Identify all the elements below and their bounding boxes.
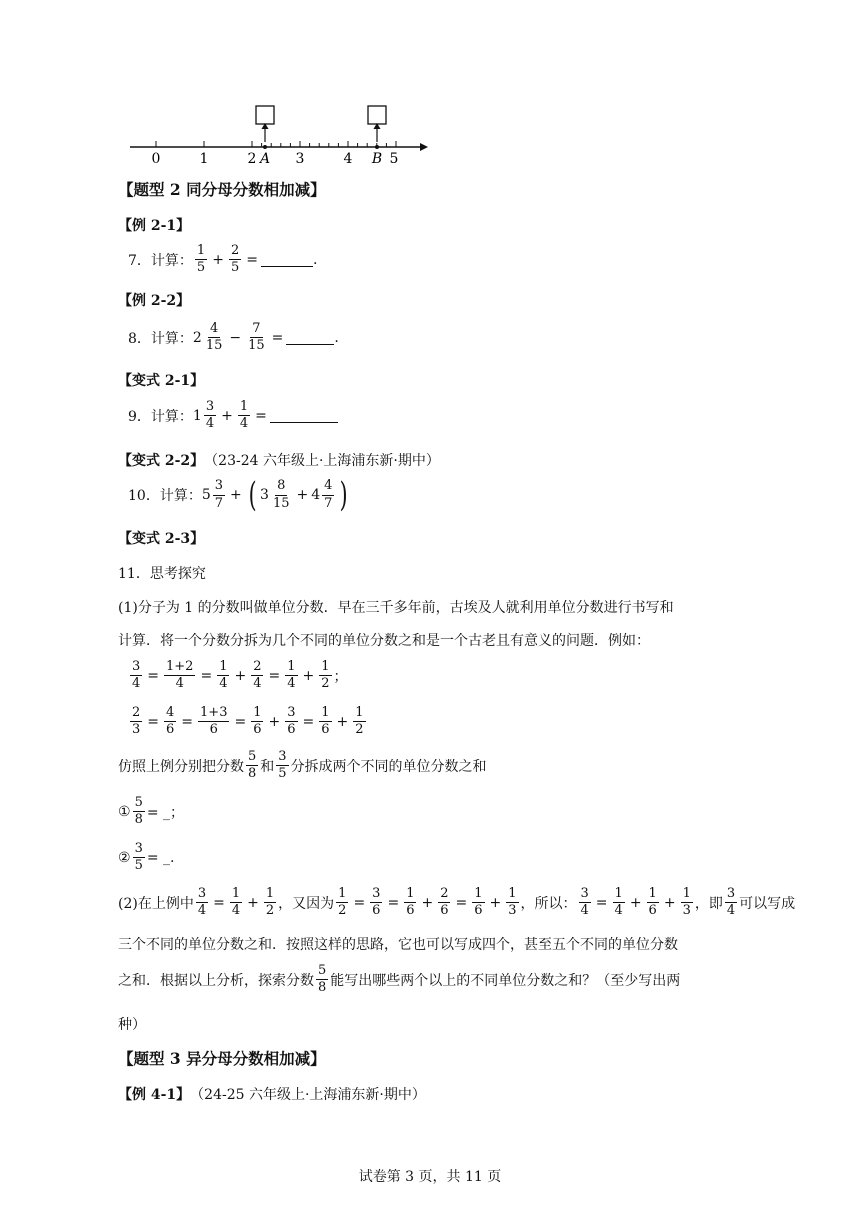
fraction: [271, 479, 292, 511]
numerator: 1: [353, 706, 365, 722]
numerator: 1: [217, 660, 229, 676]
numerator: 1: [319, 660, 331, 676]
point-b: [375, 145, 379, 149]
denominator: 4: [175, 676, 184, 692]
denominator: 4: [287, 676, 296, 692]
example-equation-2: [128, 706, 368, 738]
circled-number: ①: [118, 803, 131, 820]
equals-sign: =: [147, 667, 160, 684]
point-label-a: A: [259, 151, 271, 167]
denominator: 15: [248, 338, 265, 354]
fraction: [322, 479, 334, 511]
q11-paragraph-2a: (2)在上例中 $\frac{3}{4}$ = $\frac{1}{4}$ + $\frac{1}{2}$ ，又因为 $\frac{1}{2}$ = $\frac{3}{6}$ = $\frac{1}{6}$ + $\frac{2}{6}$ = $\frac{1}{6}$ + $\frac{1}{3}$ ，所以： $\frac{3}{4}$ = $\frac{1}{4}$ + $\frac{1}{6}$ + $\frac{1}{3}$ ，即 $\frac{3}{4}$ 可以写成: [118, 886, 796, 919]
denominator: 6: [253, 722, 262, 738]
source-note: （23-24 六年级上·上海浦东新·期中）: [204, 453, 440, 469]
example-2-2-label: 【例 2-2】: [118, 293, 191, 309]
numerator: 5: [246, 750, 258, 766]
denominator: 3: [132, 722, 141, 738]
variant-2-2-header: [118, 450, 440, 470]
plus-sign: +: [268, 713, 281, 730]
question-10: [128, 475, 352, 515]
minor-ticks: [156, 141, 396, 147]
example-equation-1: [128, 660, 348, 692]
whole-part: 2: [192, 329, 202, 346]
numerator: 1: [251, 706, 263, 722]
numerator: 4: [208, 322, 220, 338]
imitate-instruction: [118, 750, 487, 782]
whole-part: 4: [311, 487, 321, 503]
numerator: 2: [130, 706, 142, 722]
denominator: 2: [321, 676, 330, 692]
q11-paragraph-2d: 种）: [118, 1017, 146, 1033]
numerator: 1: [238, 400, 250, 416]
numerator: 3: [130, 660, 142, 676]
paragraph-text: ，所以：: [520, 895, 577, 912]
equals-sign: =: [271, 329, 284, 346]
fraction: [276, 750, 288, 782]
instruction-text: 分拆成两个不同的单位分数之和: [290, 758, 487, 775]
numerator: 3: [285, 706, 297, 722]
denominator: 4: [253, 676, 262, 692]
numerator: 1+3: [198, 706, 229, 722]
paragraph-text: (2)在上例中: [118, 895, 194, 912]
denominator: 8: [134, 812, 143, 828]
example-4-1-header: [118, 1084, 426, 1104]
tick-label-5: 5: [389, 151, 399, 167]
answer-box-a[interactable]: [256, 106, 274, 124]
point-a: [263, 145, 267, 149]
tick-label-3: 3: [295, 151, 305, 167]
numerator: 2: [251, 660, 263, 676]
section-3-title: 【题型 3 异分母分数相加减】: [118, 1049, 326, 1068]
circled-number: ②: [118, 849, 131, 866]
fraction: [217, 660, 229, 692]
denominator: 15: [205, 338, 223, 354]
question-8-prefix: 8．计算：: [128, 330, 193, 347]
fraction: [133, 842, 145, 874]
denominator: 8: [318, 980, 327, 996]
fraction: [204, 400, 216, 432]
q11-paragraph-1a: (1)分子为 1 的分数叫做单位分数．早在三千多年前，古埃及人就利用单位分数进行书写和: [118, 600, 674, 616]
question-7: [128, 244, 317, 276]
numerator: 3: [133, 842, 145, 858]
plus-sign: +: [302, 667, 315, 684]
fraction: [316, 964, 328, 996]
tick-label-1: 1: [199, 151, 209, 167]
numerator: 4: [322, 479, 334, 495]
denominator: 5: [278, 766, 287, 782]
plus-sign: +: [234, 667, 247, 684]
fraction: [251, 706, 263, 738]
plus-sign: +: [221, 407, 233, 424]
denominator: 6: [287, 722, 296, 738]
minus-sign: −: [229, 329, 242, 346]
denominator: 4: [239, 416, 249, 432]
page-footer: 试卷第 3 页，共 11 页: [358, 1169, 502, 1185]
paragraph-text: 能写出哪些两个以上的不同单位分数之和？（至少写出两: [330, 972, 681, 989]
fraction: [238, 400, 250, 432]
numerator: 1+2: [164, 660, 195, 676]
fraction: [246, 322, 267, 354]
equals-sign: =: [268, 667, 281, 684]
paragraph-text: 可以写成: [739, 895, 796, 912]
numerator: 1: [195, 244, 207, 260]
denominator: 2: [355, 722, 364, 738]
fraction: [164, 660, 195, 692]
plus-sign: +: [230, 487, 242, 503]
fraction: [133, 796, 145, 828]
tick-label-4: 4: [343, 151, 353, 167]
variant-2-2-label: 【变式 2-2】: [118, 453, 205, 469]
equals-sign: =: [302, 713, 315, 730]
denominator: 4: [132, 676, 141, 692]
numerator: 2: [229, 244, 241, 260]
fraction: [285, 660, 297, 692]
numerator: 3: [204, 400, 216, 416]
q11-paragraph-2c: [118, 964, 680, 996]
numerator: 1: [319, 706, 331, 722]
denominator: 5: [230, 260, 240, 276]
question-8: [128, 322, 339, 354]
answer-blank[interactable]: [286, 330, 334, 345]
equals-sign: =: [181, 713, 194, 730]
answer-blank-text[interactable]: = _；: [146, 804, 185, 821]
answer-blank[interactable]: [261, 252, 313, 267]
q11-paragraph-1b: 计算．将一个分数分拆为几个不同的单位分数之和是一个古老且有意义的问题．例如：: [118, 633, 650, 649]
period: .: [334, 329, 339, 346]
whole-part: 3: [260, 487, 269, 503]
numerator: 1: [285, 660, 297, 676]
denominator: 5: [196, 260, 206, 276]
instruction-text: 仿照上例分别把分数: [118, 758, 244, 775]
period: .: [312, 251, 318, 268]
numerator: 3: [276, 750, 288, 766]
equals-sign: =: [246, 251, 258, 268]
numerator: 7: [250, 322, 262, 338]
left-parenthesis: (: [248, 475, 257, 515]
instruction-text: 和: [260, 758, 275, 775]
example-4-1-label: 【例 4-1】: [118, 1087, 191, 1103]
paragraph-text: ，又因为: [278, 895, 335, 912]
point-label-b: B: [371, 151, 383, 167]
fraction: [198, 706, 229, 738]
tick-label-0: 0: [151, 151, 161, 167]
paragraph-text: 之和．根据以上分析，探索分数: [118, 972, 314, 989]
fraction: [353, 706, 365, 738]
fraction: [213, 479, 225, 511]
numerator: 3: [213, 479, 225, 495]
numerator: 5: [316, 964, 328, 980]
denominator: 4: [219, 676, 228, 692]
fraction: [246, 750, 258, 782]
whole-part: 1: [192, 407, 202, 424]
answer-blank[interactable]: [270, 408, 338, 423]
fraction: [285, 706, 297, 738]
tick-label-2: 2: [247, 151, 257, 167]
fraction: [130, 660, 142, 692]
equals-sign: =: [234, 713, 247, 730]
number-line-figure: [120, 96, 440, 170]
equals-sign: =: [255, 407, 267, 424]
source-note: （24-25 六年级上·上海浦东新·期中）: [190, 1087, 426, 1103]
example-2-1-label: 【例 2-1】: [118, 218, 191, 234]
fraction: [204, 322, 225, 354]
question-9-prefix: 9．计算：: [128, 408, 193, 425]
denominator: 7: [214, 495, 224, 511]
fraction: [195, 244, 207, 276]
sub-question-1: [118, 796, 184, 828]
fraction: [130, 706, 142, 738]
denominator: 6: [321, 722, 330, 738]
variant-2-1-label: 【变式 2-1】: [118, 373, 205, 389]
number-line-arrow: [420, 143, 428, 151]
denominator: 4: [205, 416, 215, 432]
answer-box-b[interactable]: [368, 106, 386, 124]
numerator: 8: [275, 479, 287, 495]
semicolon: ；: [333, 668, 348, 685]
equals-sign: =: [147, 713, 160, 730]
numerator: 4: [164, 706, 176, 722]
denominator: 8: [248, 766, 257, 782]
answer-blank-text[interactable]: = _.: [146, 849, 175, 866]
right-parenthesis: ): [340, 475, 349, 515]
fraction: [319, 660, 331, 692]
numerator: 5: [133, 796, 145, 812]
paragraph-text: ，即: [694, 895, 723, 912]
plus-sign: +: [296, 487, 309, 503]
section-2-title: 【题型 2 同分母分数相加减】: [118, 180, 326, 199]
denominator: 6: [166, 722, 175, 738]
fraction: [319, 706, 331, 738]
fraction: [229, 244, 241, 276]
variant-2-3-label: 【变式 2-3】: [118, 531, 205, 547]
question-7-prefix: 7．计算：: [128, 252, 193, 269]
equals-sign: =: [200, 667, 213, 684]
fraction: [251, 660, 263, 692]
whole-part: 5: [201, 487, 211, 503]
denominator: 6: [209, 722, 218, 738]
question-10-prefix: 10．计算：: [128, 488, 202, 504]
plus-sign: +: [212, 251, 224, 268]
denominator: 5: [134, 858, 143, 874]
question-11-title: 11．思考探究: [118, 566, 206, 582]
q11-paragraph-2b: 三个不同的单位分数之和．按照这样的思路，它也可以写成四个，甚至五个不同的单位分数: [118, 937, 678, 953]
denominator: 15: [272, 495, 290, 511]
fraction: [164, 706, 176, 738]
plus-sign: +: [336, 713, 349, 730]
sub-question-2: [118, 842, 174, 874]
question-9: [128, 400, 338, 432]
denominator: 7: [324, 495, 333, 511]
